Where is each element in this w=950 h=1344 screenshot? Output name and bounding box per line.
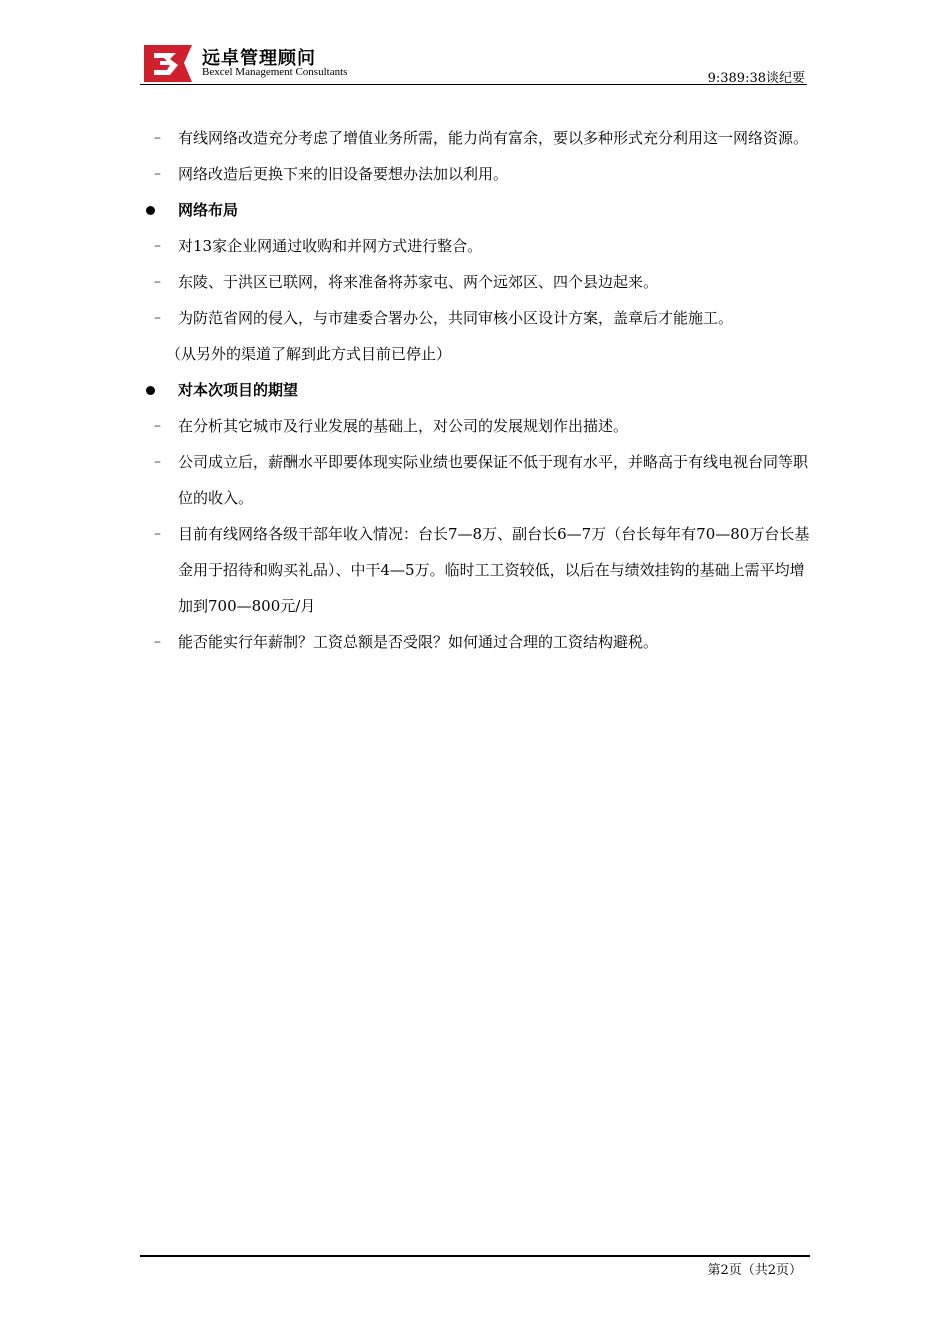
- item-text: 有线网络改造充分考虑了增值业务所需，能力尚有富余，要以多种形式充分利用这一网络资源。: [178, 129, 809, 147]
- company-logo: [140, 43, 196, 84]
- item-text: 网络改造后更换下来的旧设备要想办法加以利用。: [178, 165, 509, 183]
- list-item-dash: [140, 624, 810, 660]
- list-item-dash: [140, 120, 810, 156]
- list-item-dash: [140, 408, 810, 444]
- header-divider: [140, 84, 807, 85]
- page-number: 第2页（共2页）: [707, 1263, 802, 1278]
- list-item-dash: [140, 264, 810, 300]
- brand-name-cn: 远卓管理顾问: [202, 48, 316, 69]
- item-text: 目前有线网络各级干部年收入情况：台长7—8万、副台长6—7万（台长每年有70—80万台长基金用于招待和购买礼品）、中干4—5万。临时工工资较低，以后在与绩效挂钩的基础上需平均增加到700—800元/月: [178, 525, 810, 615]
- item-text: 在分析其它城市及行业发展的基础上，对公司的发展规划作出描述。: [178, 417, 629, 435]
- document-reference: 9:389:38谈纪要: [707, 71, 805, 86]
- heading-text: 网络布局: [178, 201, 239, 219]
- section-heading: [140, 372, 810, 408]
- document-body: [140, 120, 810, 660]
- footer-divider: [140, 1255, 810, 1257]
- list-item-dash: [140, 300, 810, 336]
- brand-name-en: Bexcel Management Consultants: [202, 66, 348, 78]
- list-item-dash: [140, 156, 810, 192]
- item-text: 能否能实行年薪制？工资总额是否受限？如何通过合理的工资结构避税。: [178, 633, 659, 651]
- list-item-note: [140, 336, 810, 372]
- item-text: 为防范省网的侵入，与市建委合署办公，共同审核小区设计方案，盖章后才能施工。: [178, 309, 734, 327]
- item-text: （从另外的渠道了解到此方式目前已停止）: [166, 345, 452, 363]
- bullet-dot-icon: [146, 206, 155, 215]
- list-item-dash: [140, 516, 810, 624]
- bullet-dot-icon: [146, 386, 155, 395]
- item-text: 公司成立后，薪酬水平即要体现实际业绩也要保证不低于现有水平，并略高于有线电视台同等职位的收入。: [178, 453, 809, 507]
- list-item-dash: [140, 444, 810, 516]
- item-text: 东陵、于洪区已联网，将来准备将苏家屯、两个远郊区、四个县边起来。: [178, 273, 659, 291]
- heading-text: 对本次项目的期望: [178, 381, 299, 399]
- list-item-dash: [140, 228, 810, 264]
- item-text: 对13家企业网通过收购和并网方式进行整合。: [178, 237, 483, 255]
- section-heading: [140, 192, 810, 228]
